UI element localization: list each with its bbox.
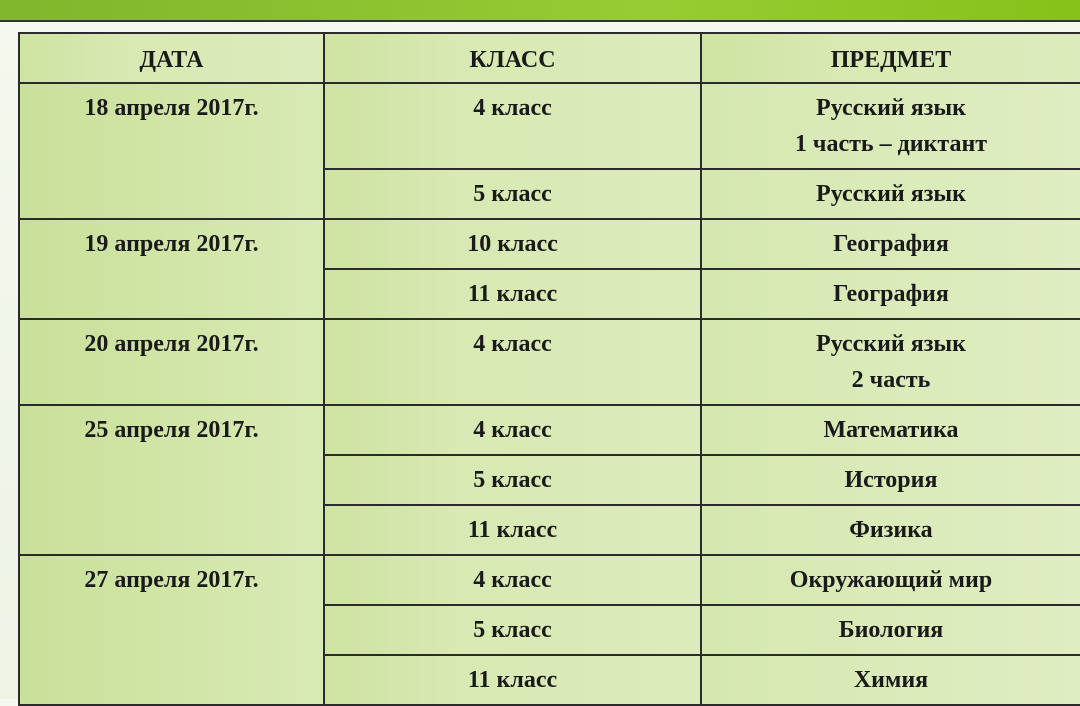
subject-cell: Физика xyxy=(701,505,1080,555)
class-cell: 4 класс xyxy=(324,405,701,455)
table-row xyxy=(19,555,1080,605)
table-header-row xyxy=(19,33,1080,83)
table-row xyxy=(19,83,1080,169)
subject-cell xyxy=(701,319,1080,405)
subject-cell: Математика xyxy=(701,405,1080,455)
table-row xyxy=(19,219,1080,269)
class-cell: 11 класс xyxy=(324,505,701,555)
table-row xyxy=(19,405,1080,455)
class-cell: 4 класс xyxy=(324,83,701,169)
table-row xyxy=(19,319,1080,405)
subject-line: 1 часть – диктант xyxy=(794,131,988,157)
subject-cell: География xyxy=(701,269,1080,319)
class-cell: 10 класс xyxy=(324,219,701,269)
subject-cell: Окружающий мир xyxy=(701,555,1080,605)
header-class: КЛАСС xyxy=(324,33,701,83)
header-date: ДАТА xyxy=(19,33,324,83)
subject-cell: Биология xyxy=(701,605,1080,655)
class-cell: 5 класс xyxy=(324,455,701,505)
class-cell: 11 класс xyxy=(324,655,701,705)
subject-line: Русский язык xyxy=(816,95,966,121)
class-cell: 5 класс xyxy=(324,605,701,655)
subject-cell: История xyxy=(701,455,1080,505)
class-cell: 4 класс xyxy=(324,319,701,405)
date-cell: 27 апреля 2017г. xyxy=(19,555,324,705)
top-banner-bar xyxy=(0,0,1080,22)
class-cell: 4 класс xyxy=(324,555,701,605)
subject-cell: Химия xyxy=(701,655,1080,705)
subject-cell xyxy=(701,83,1080,169)
class-cell: 11 класс xyxy=(324,269,701,319)
date-cell: 20 апреля 2017г. xyxy=(19,319,324,405)
subject-line: Русский язык xyxy=(816,331,966,357)
date-cell: 19 апреля 2017г. xyxy=(19,219,324,319)
subject-cell: Русский язык xyxy=(701,169,1080,219)
subject-cell: География xyxy=(701,219,1080,269)
date-cell: 25 апреля 2017г. xyxy=(19,405,324,555)
header-subject: ПРЕДМЕТ xyxy=(701,33,1080,83)
exam-schedule-table xyxy=(18,32,1080,706)
class-cell: 5 класс xyxy=(324,169,701,219)
subject-line: 2 часть xyxy=(851,367,931,393)
date-cell: 18 апреля 2017г. xyxy=(19,83,324,219)
